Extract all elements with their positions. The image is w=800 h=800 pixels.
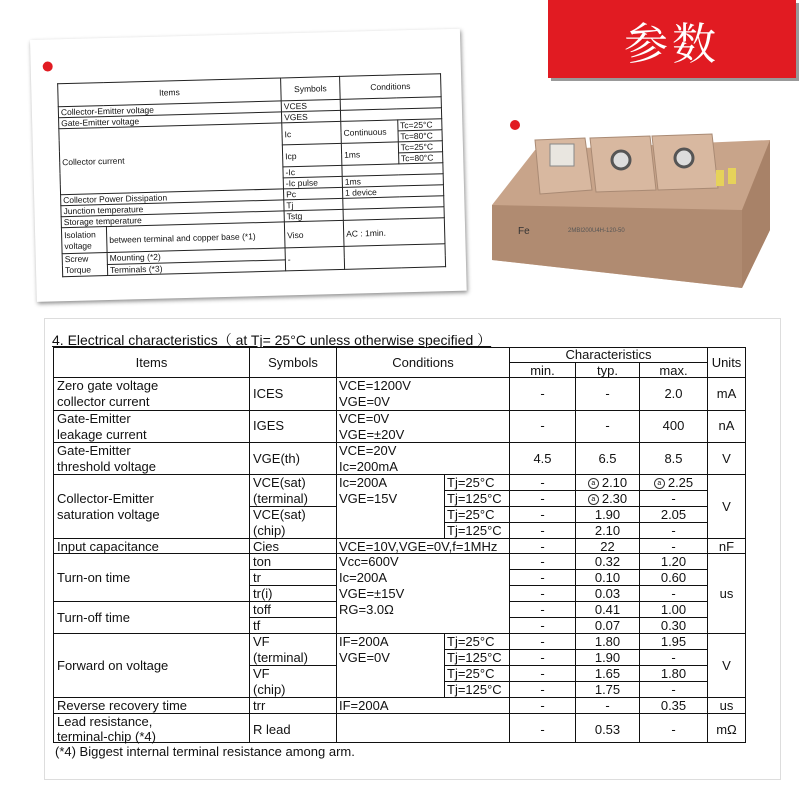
- max-value: 8.5: [664, 451, 683, 466]
- max-value: -: [671, 650, 676, 665]
- ec-title: 4. Electrical characteristics（ at Tj= 25°C unless otherwise specified ）: [52, 332, 492, 348]
- symbol: ton: [253, 554, 272, 569]
- min-value: -: [540, 722, 545, 737]
- symbol-cell: -: [285, 246, 345, 271]
- typ-value: 0.03: [594, 586, 621, 601]
- symbol-cell: -Ic: [283, 165, 342, 178]
- symbol-cell: VCES: [281, 99, 340, 112]
- max-value: 400: [662, 418, 685, 433]
- condition: VGE=0V: [339, 650, 390, 665]
- item-cell: Collector-Emitter voltage: [58, 101, 281, 118]
- typ-value: [576, 475, 639, 490]
- min-value: -: [540, 570, 545, 585]
- symbol: (chip): [253, 523, 286, 538]
- typ-value: 0.32: [594, 554, 621, 569]
- item-label: Turn-off time: [57, 610, 130, 625]
- condition: VGE=0V: [339, 394, 390, 409]
- iso-a: Isolation: [63, 228, 96, 240]
- tj-condition: Tj=25°C: [447, 507, 495, 522]
- max-value: -: [671, 491, 676, 506]
- condition: IF=200A: [339, 634, 389, 649]
- symbol-cell: Ic: [282, 121, 342, 145]
- max-value: 1.00: [660, 602, 687, 617]
- symbol: (terminal): [253, 650, 308, 665]
- condition: IF=200A: [339, 698, 389, 713]
- min-value: -: [540, 698, 545, 713]
- header-conditions: Conditions: [392, 355, 454, 370]
- condition: Ic=200A: [339, 570, 388, 585]
- header-typ: typ.: [597, 363, 618, 378]
- symbol: VCE(sat): [253, 507, 306, 522]
- tj-condition: Tj=25°C: [447, 666, 495, 681]
- condition: Ic=200mA: [339, 459, 398, 474]
- sub-cell: Mounting (*2): [107, 248, 285, 264]
- min-value: -: [540, 650, 545, 665]
- footnote: (*4) Biggest internal terminal resistance among arm.: [55, 744, 355, 759]
- item-label: Reverse recovery time: [57, 698, 188, 713]
- condition: VGE=15V: [339, 491, 398, 506]
- item-label: Forward on voltage: [57, 658, 169, 673]
- item-cell: Collector Power Dissipation: [61, 189, 284, 206]
- header-symbols: Symbols: [281, 76, 341, 101]
- item-label: leakage current: [57, 427, 147, 442]
- max-value: [640, 475, 707, 490]
- typ-value: 0.53: [594, 722, 621, 737]
- item-label: Gate-Emitter: [57, 443, 131, 458]
- max-value: -: [671, 722, 676, 737]
- header-characteristics: Characteristics: [565, 347, 652, 362]
- cond-cell: 1 device: [342, 185, 443, 199]
- header-max: max.: [659, 363, 688, 378]
- marker-a-icon: a: [654, 478, 665, 489]
- max-value: -: [671, 682, 676, 697]
- typ-value: -: [605, 418, 610, 433]
- screw: Screw: [64, 253, 89, 265]
- unit: us: [719, 586, 734, 601]
- min-value: -: [540, 634, 545, 649]
- symbol: tf: [253, 618, 261, 633]
- typ-value: 1.65: [594, 666, 621, 681]
- max-value: 1.80: [660, 666, 687, 681]
- tj-condition: Tj=125°C: [447, 491, 502, 506]
- typ-value: [576, 491, 639, 506]
- min-value: -: [540, 586, 545, 601]
- symbol-cell: -Ic pulse: [283, 176, 342, 189]
- min-value: -: [540, 491, 545, 506]
- sub-cell: between terminal and copper base (*1): [106, 222, 285, 253]
- max-value: 1.95: [660, 634, 687, 649]
- unit: V: [722, 451, 731, 466]
- min-value: -: [540, 554, 545, 569]
- symbol-cell: Tstg: [284, 209, 343, 222]
- item-cell: Collector current: [59, 123, 284, 195]
- torque: Torque: [64, 264, 92, 276]
- min-value: -: [540, 475, 545, 490]
- min-value: -: [540, 507, 545, 522]
- min-value: 4.5: [533, 451, 552, 466]
- symbol-cell: Viso: [284, 220, 344, 248]
- tj-condition: Tj=125°C: [447, 682, 502, 697]
- symbol: (chip): [253, 682, 286, 697]
- condition: VCE=0V: [339, 411, 390, 426]
- min-value: -: [540, 386, 545, 401]
- unit: mΩ: [716, 722, 737, 737]
- symbol: VF: [253, 634, 270, 649]
- marker-a-icon: a: [588, 494, 599, 505]
- condition: VCE=10V,VGE=0V,f=1MHz: [339, 539, 498, 554]
- cond-cell: Continuous: [341, 120, 398, 143]
- unit: V: [722, 499, 731, 514]
- header-items: Items: [58, 78, 282, 107]
- item-label: Zero gate voltage: [57, 378, 159, 393]
- tc-cell: Tc=80°C: [398, 130, 443, 142]
- typ-value: 0.41: [594, 602, 621, 617]
- symbol: trr: [253, 698, 266, 713]
- symbol-cell: VGES: [281, 110, 340, 123]
- banner-label: 参数: [624, 19, 720, 70]
- min-value: -: [540, 618, 545, 633]
- condition: Ic=200A: [339, 475, 388, 490]
- tj-condition: Tj=125°C: [447, 523, 502, 538]
- item-label: collector current: [57, 394, 150, 409]
- item-label: threshold voltage: [57, 459, 157, 474]
- tj-condition: Tj=25°C: [447, 634, 495, 649]
- typ-text: 2.10: [601, 475, 628, 490]
- typ-value: 0.10: [594, 570, 621, 585]
- iso-b: voltage: [64, 239, 92, 251]
- max-text: 2.25: [667, 475, 694, 490]
- max-value: 2.05: [660, 507, 687, 522]
- max-value: 0.60: [660, 570, 687, 585]
- min-value: -: [540, 418, 545, 433]
- item-label: Collector-Emitter: [57, 491, 154, 506]
- typ-value: 1.80: [594, 634, 621, 649]
- cond-cell: 1ms: [341, 142, 398, 165]
- min-value: -: [540, 602, 545, 617]
- item-cell: Storage temperature: [61, 211, 284, 228]
- item-cell: Junction temperature: [61, 200, 284, 217]
- typ-text: 2.30: [601, 491, 628, 506]
- unit: V: [722, 658, 731, 673]
- symbol: tr(i): [253, 586, 273, 601]
- max-value: 2.0: [664, 386, 683, 401]
- typ-value: 1.90: [594, 650, 621, 665]
- typ-value: 1.90: [594, 507, 621, 522]
- max-value: -: [671, 539, 676, 554]
- item-label: saturation voltage: [57, 507, 160, 522]
- header-min: min.: [530, 363, 555, 378]
- max-value: 0.35: [660, 698, 687, 713]
- symbol: VF: [253, 666, 270, 681]
- item-label: Input capacitance: [57, 539, 159, 554]
- symbol: IGES: [253, 418, 285, 433]
- typ-value: -: [605, 386, 610, 401]
- tc-cell: Tc=25°C: [398, 141, 443, 153]
- typ-value: 2.10: [594, 523, 621, 538]
- item-label: Turn-on time: [57, 570, 131, 585]
- symbol: Cies: [253, 539, 280, 554]
- typ-value: 0.07: [594, 618, 621, 633]
- item-label: terminal-chip (*4): [57, 729, 156, 744]
- symbol: VGE(th): [253, 451, 300, 466]
- item-cell: Gate-Emitter voltage: [59, 112, 282, 129]
- min-value: -: [540, 539, 545, 554]
- condition: Vcc=600V: [339, 554, 399, 569]
- sub-cell: Terminals (*3): [107, 259, 285, 275]
- cond-cell: 1ms: [342, 174, 443, 188]
- typ-value: 1.75: [594, 682, 621, 697]
- max-value: -: [671, 586, 676, 601]
- unit: us: [719, 698, 734, 713]
- header-items: Items: [135, 355, 168, 370]
- symbol: tr: [253, 570, 261, 585]
- item-label: Gate-Emitter: [57, 411, 131, 426]
- cond-cell: AC : 1min.: [343, 218, 445, 247]
- symbol: toff: [253, 602, 271, 617]
- typ-value: 6.5: [598, 451, 617, 466]
- min-value: -: [540, 523, 545, 538]
- typ-value: 22: [600, 539, 615, 554]
- symbol: (terminal): [253, 491, 308, 506]
- header-conditions: Conditions: [340, 74, 442, 100]
- brand-logo: Fe: [518, 226, 530, 237]
- min-value: -: [540, 666, 545, 681]
- symbol: VCE(sat): [253, 475, 306, 490]
- symbol-cell: Pc: [283, 187, 342, 200]
- unit: nF: [718, 539, 735, 554]
- unit: mA: [716, 386, 737, 401]
- condition: VCE=20V: [339, 443, 397, 458]
- min-value: -: [540, 682, 545, 697]
- condition: VGE=±20V: [339, 427, 405, 442]
- max-value: 0.30: [660, 618, 687, 633]
- max-value: 1.20: [660, 554, 687, 569]
- item-label: Lead resistance,: [57, 714, 153, 729]
- typ-value: -: [605, 698, 610, 713]
- tj-condition: Tj=125°C: [447, 650, 502, 665]
- header-units: Units: [711, 355, 742, 370]
- condition: VGE=±15V: [339, 586, 405, 601]
- symbol: ICES: [253, 386, 284, 401]
- part-marking: 2MBI200U4H-120-50: [568, 228, 625, 234]
- condition: VCE=1200V: [339, 378, 411, 393]
- symbol: R lead: [253, 722, 291, 737]
- tc-cell: Tc=80°C: [398, 152, 443, 164]
- unit: nA: [718, 418, 735, 433]
- tc-cell: Tc=25°C: [397, 119, 442, 131]
- condition: RG=3.0Ω: [339, 602, 394, 617]
- marker-a-icon: a: [588, 478, 599, 489]
- symbol-cell: Icp: [282, 143, 342, 167]
- header-symbols: Symbols: [268, 355, 318, 370]
- symbol-cell: Tj: [284, 198, 343, 211]
- tj-condition: Tj=25°C: [447, 475, 495, 490]
- max-value: -: [671, 523, 676, 538]
